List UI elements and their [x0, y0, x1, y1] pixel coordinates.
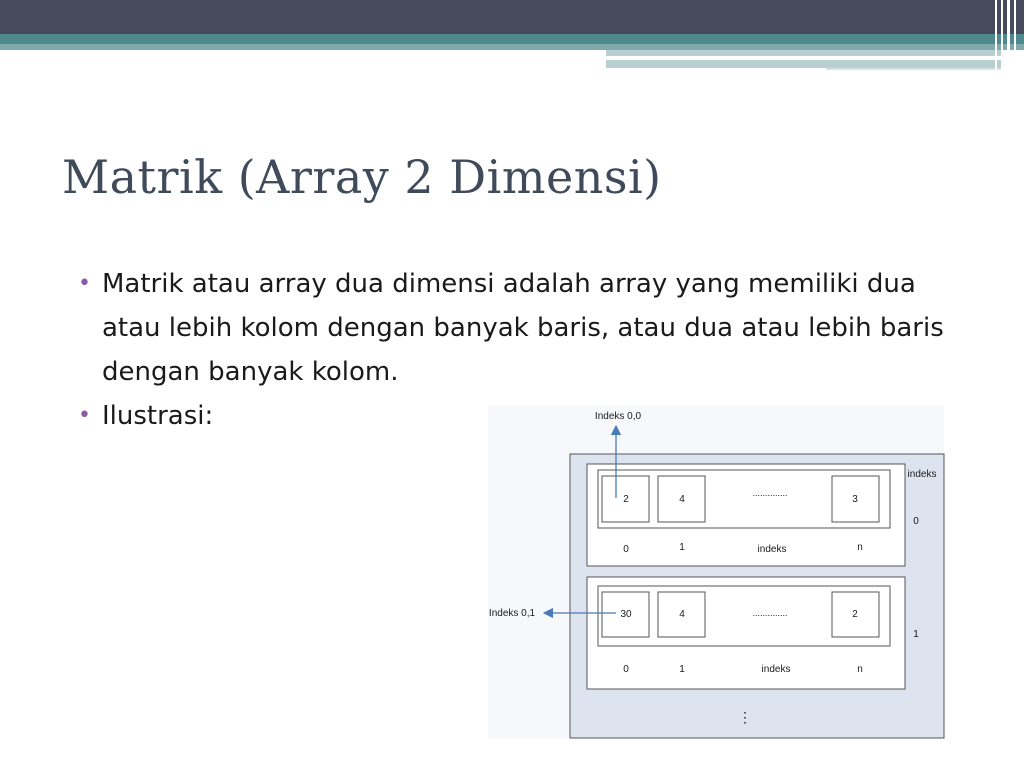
outer-index-label: indeks: [907, 469, 937, 480]
header-band-teal: [0, 34, 1024, 44]
cell-ellipsis: ..............: [752, 608, 788, 618]
matrix-diagram: [488, 400, 958, 740]
bullet-dot-icon: •: [78, 271, 91, 296]
header-stripe-3: [606, 60, 1002, 68]
column-index-label: n: [857, 542, 863, 553]
cell-value: 4: [679, 609, 685, 620]
index-00-label: Indeks 0,0: [594, 411, 642, 422]
cell-ellipsis: ..............: [752, 488, 788, 498]
matrix-illustration: [488, 400, 958, 740]
column-index-label: indeks: [761, 664, 791, 675]
bullet-item: [78, 262, 978, 394]
column-index-label: indeks: [757, 544, 787, 555]
column-index-label: 1: [679, 542, 685, 553]
row-index-label: 1: [913, 629, 919, 640]
slide-title: Matrik (Array 2 Dimensi): [62, 150, 662, 204]
bullet-dot-icon: •: [78, 403, 91, 428]
column-index-label: n: [857, 664, 863, 675]
header-band-dark: [0, 0, 1024, 34]
column-index-label: 0: [623, 544, 629, 555]
cell-value: 4: [679, 494, 685, 505]
bullet-text: Ilustrasi:: [102, 401, 214, 431]
index-01-label: Indeks 0,1: [488, 608, 536, 619]
cell-value: 2: [623, 494, 629, 505]
row-index-label: 0: [913, 516, 919, 527]
cell-value: 30: [620, 609, 632, 620]
vertical-ellipsis: ⋮: [738, 709, 752, 725]
column-index-label: 0: [623, 664, 629, 675]
cell-value: 3: [852, 494, 858, 505]
bullet-text: Matrik atau array dua dimensi adalah array yang memiliki dua atau lebih kolom dengan banyak baris, atau dua atau lebih baris dengan banyak kolom.: [102, 269, 944, 387]
cell-value: 2: [852, 609, 858, 620]
header-vertical-stripes: [992, 0, 1024, 70]
header-stripe-4: [826, 68, 1002, 70]
column-index-label: 1: [679, 664, 685, 675]
